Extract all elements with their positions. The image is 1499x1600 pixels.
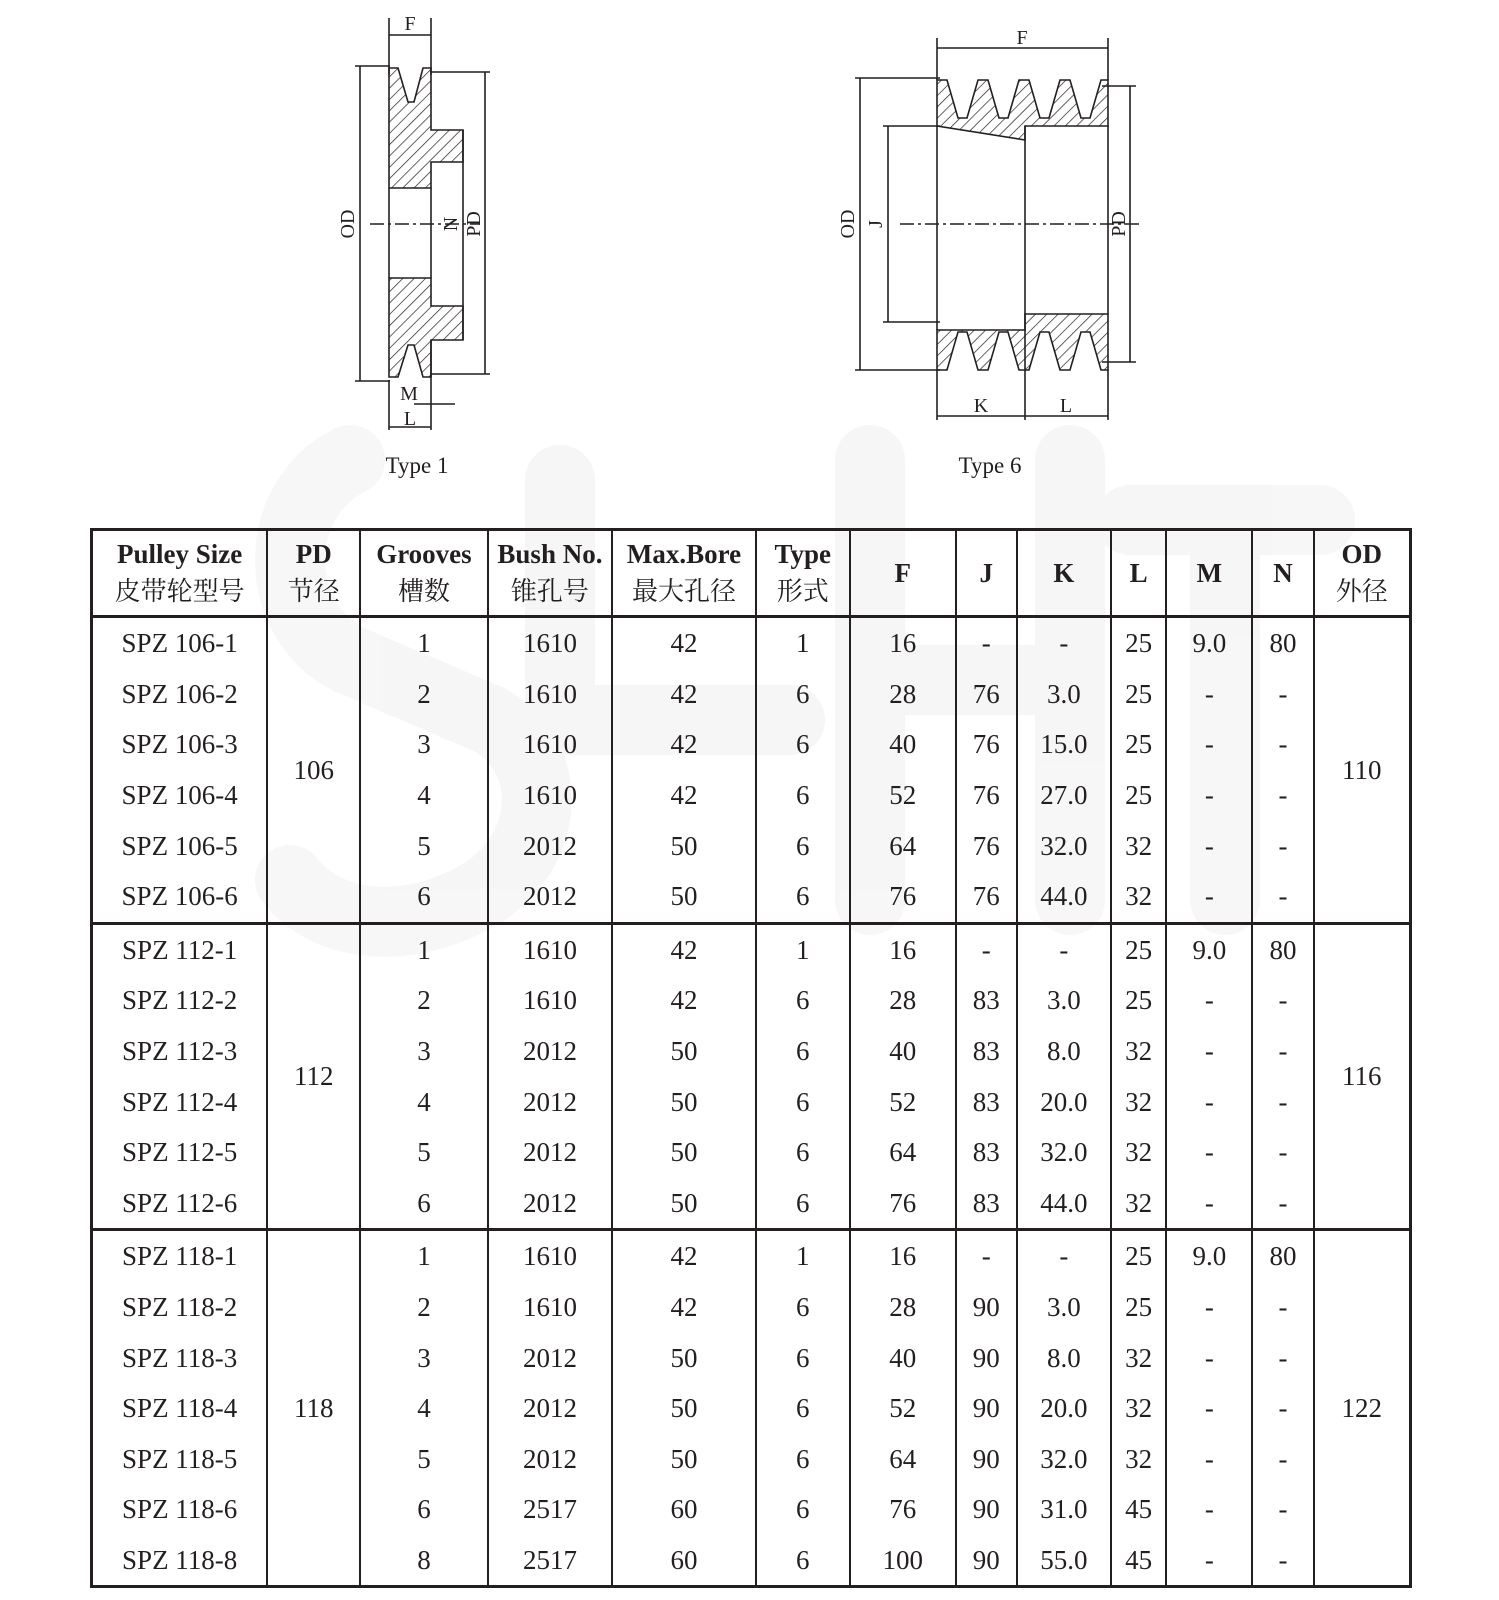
cell-max-bore: 50 — [612, 1434, 755, 1485]
cell-l: 25 — [1111, 719, 1166, 770]
cell-max-bore: 42 — [612, 669, 755, 720]
cell-bush-no: 2012 — [488, 1434, 613, 1485]
cell-pd: 106 — [267, 617, 360, 924]
cell-max-bore: 42 — [612, 923, 755, 975]
cell-pulley-size: SPZ 118-4 — [92, 1383, 268, 1434]
cell-l: 32 — [1111, 1076, 1166, 1127]
cell-l: 32 — [1111, 1383, 1166, 1434]
cell-type: 6 — [756, 1535, 850, 1587]
cell-bush-no: 2012 — [488, 1026, 613, 1077]
cell-pulley-size: SPZ 118-3 — [92, 1332, 268, 1383]
cell-bush-no: 1610 — [488, 1230, 613, 1282]
cell-l: 25 — [1111, 1282, 1166, 1333]
type1-label-m: M — [400, 383, 418, 405]
cell-type: 6 — [756, 669, 850, 720]
cell-j: 90 — [956, 1282, 1017, 1333]
cell-j: 90 — [956, 1332, 1017, 1383]
cell-l: 45 — [1111, 1484, 1166, 1535]
cell-bush-no: 1610 — [488, 770, 613, 821]
cell-k: 8.0 — [1017, 1332, 1111, 1383]
cell-j: 83 — [956, 1076, 1017, 1127]
cell-grooves: 4 — [360, 770, 487, 821]
cell-m: 9.0 — [1166, 1230, 1252, 1282]
cell-j: 90 — [956, 1535, 1017, 1587]
table-row — [92, 1230, 1411, 1282]
cell-f: 28 — [850, 975, 956, 1026]
cell-pulley-size: SPZ 112-2 — [92, 975, 268, 1026]
cell-pulley-size: SPZ 106-6 — [92, 871, 268, 923]
cell-grooves: 6 — [360, 871, 487, 923]
cell-k: 32.0 — [1017, 820, 1111, 871]
cell-n: - — [1252, 1178, 1313, 1230]
cell-j: 76 — [956, 820, 1017, 871]
cell-grooves: 6 — [360, 1484, 487, 1535]
cell-bush-no: 2012 — [488, 871, 613, 923]
cell-n: - — [1252, 820, 1313, 871]
cell-grooves: 4 — [360, 1076, 487, 1127]
cell-max-bore: 50 — [612, 1178, 755, 1230]
header-l: L — [1111, 530, 1166, 617]
cell-m: - — [1166, 669, 1252, 720]
cell-l: 25 — [1111, 975, 1166, 1026]
cell-max-bore: 60 — [612, 1484, 755, 1535]
header-max-bore: Max.Bore 最大孔径 — [612, 530, 755, 617]
cell-grooves: 1 — [360, 1230, 487, 1282]
cell-type: 1 — [756, 1230, 850, 1282]
type6-label-od: OD — [837, 209, 859, 239]
header-grooves: Grooves 槽数 — [360, 530, 487, 617]
cell-n: - — [1252, 1484, 1313, 1535]
cell-type: 1 — [756, 923, 850, 975]
cell-l: 25 — [1111, 923, 1166, 975]
cell-n: - — [1252, 1535, 1313, 1587]
cell-f: 64 — [850, 1127, 956, 1178]
cell-type: 6 — [756, 1282, 850, 1333]
cell-k: - — [1017, 617, 1111, 669]
cell-m: - — [1166, 1026, 1252, 1077]
cell-max-bore: 42 — [612, 1230, 755, 1282]
cell-k: 32.0 — [1017, 1127, 1111, 1178]
cell-f: 76 — [850, 1484, 956, 1535]
cell-grooves: 6 — [360, 1178, 487, 1230]
type1-label-n: N — [440, 216, 462, 232]
cell-grooves: 4 — [360, 1383, 487, 1434]
table-row — [92, 617, 1411, 669]
cell-f: 100 — [850, 1535, 956, 1587]
cell-f: 52 — [850, 770, 956, 821]
cell-max-bore: 50 — [612, 1332, 755, 1383]
cell-l: 32 — [1111, 1332, 1166, 1383]
cell-grooves: 1 — [360, 923, 487, 975]
cell-j: 76 — [956, 770, 1017, 821]
cell-pd: 112 — [267, 923, 360, 1230]
cell-bush-no: 2012 — [488, 1383, 613, 1434]
cell-od: 110 — [1314, 617, 1411, 924]
table-header-row — [92, 530, 1411, 617]
cell-n: - — [1252, 719, 1313, 770]
cell-k: 27.0 — [1017, 770, 1111, 821]
cell-max-bore: 50 — [612, 871, 755, 923]
cell-f: 28 — [850, 1282, 956, 1333]
table-group — [92, 617, 1411, 924]
type1-label-f: F — [404, 13, 416, 35]
cell-m: - — [1166, 1535, 1252, 1587]
type1-label-l: L — [403, 408, 417, 430]
cell-max-bore: 60 — [612, 1535, 755, 1587]
cell-k: 31.0 — [1017, 1484, 1111, 1535]
type6-drawing — [837, 0, 1170, 440]
cell-l: 25 — [1111, 669, 1166, 720]
cell-k: 20.0 — [1017, 1076, 1111, 1127]
cell-f: 52 — [850, 1383, 956, 1434]
cell-j: 83 — [956, 1178, 1017, 1230]
cell-pulley-size: SPZ 118-8 — [92, 1535, 268, 1587]
cell-pulley-size: SPZ 106-3 — [92, 719, 268, 770]
cell-m: - — [1166, 719, 1252, 770]
cell-j: 83 — [956, 975, 1017, 1026]
cell-grooves: 2 — [360, 1282, 487, 1333]
cell-n: - — [1252, 669, 1313, 720]
cell-f: 16 — [850, 1230, 956, 1282]
cell-l: 25 — [1111, 617, 1166, 669]
type6-label-l: L — [1059, 395, 1073, 417]
type6-label-f: F — [1016, 27, 1028, 49]
header-k: K — [1017, 530, 1111, 617]
cell-type: 6 — [756, 1026, 850, 1077]
cell-type: 6 — [756, 1178, 850, 1230]
cell-pulley-size: SPZ 118-2 — [92, 1282, 268, 1333]
cell-bush-no: 2012 — [488, 1332, 613, 1383]
cell-grooves: 1 — [360, 617, 487, 669]
cell-k: 8.0 — [1017, 1026, 1111, 1077]
cell-bush-no: 2012 — [488, 1076, 613, 1127]
cell-k: 3.0 — [1017, 1282, 1111, 1333]
cell-max-bore: 42 — [612, 975, 755, 1026]
cell-pulley-size: SPZ 112-6 — [92, 1178, 268, 1230]
cell-od: 116 — [1314, 923, 1411, 1230]
cell-pd: 118 — [267, 1230, 360, 1587]
cell-l: 32 — [1111, 1026, 1166, 1077]
cell-pulley-size: SPZ 112-4 — [92, 1076, 268, 1127]
cell-type: 6 — [756, 770, 850, 821]
cell-type: 6 — [756, 1076, 850, 1127]
cell-m: - — [1166, 975, 1252, 1026]
cell-grooves: 5 — [360, 1434, 487, 1485]
type6-label-j: J — [865, 220, 887, 228]
cell-n: - — [1252, 1127, 1313, 1178]
cell-l: 32 — [1111, 871, 1166, 923]
cell-f: 40 — [850, 719, 956, 770]
cell-od: 122 — [1314, 1230, 1411, 1587]
cell-grooves: 3 — [360, 1026, 487, 1077]
cell-k: 55.0 — [1017, 1535, 1111, 1587]
cell-m: - — [1166, 1178, 1252, 1230]
cell-k: 20.0 — [1017, 1383, 1111, 1434]
cell-max-bore: 42 — [612, 1282, 755, 1333]
cell-bush-no: 1610 — [488, 617, 613, 669]
header-j: J — [956, 530, 1017, 617]
cell-max-bore: 50 — [612, 1026, 755, 1077]
cell-j: 83 — [956, 1026, 1017, 1077]
cell-m: - — [1166, 820, 1252, 871]
cell-f: 16 — [850, 923, 956, 975]
cell-pulley-size: SPZ 118-1 — [92, 1230, 268, 1282]
header-pulley-size: Pulley Size 皮带轮型号 — [92, 530, 268, 617]
cell-k: - — [1017, 1230, 1111, 1282]
cell-max-bore: 42 — [612, 770, 755, 821]
cell-bush-no: 2517 — [488, 1484, 613, 1535]
cell-f: 40 — [850, 1332, 956, 1383]
cell-l: 25 — [1111, 770, 1166, 821]
type6-label-k: K — [973, 395, 989, 417]
cell-n: - — [1252, 871, 1313, 923]
cell-pulley-size: SPZ 112-1 — [92, 923, 268, 975]
cell-type: 6 — [756, 1434, 850, 1485]
cell-type: 6 — [756, 719, 850, 770]
type1-caption: Type 1 — [385, 453, 449, 478]
cell-grooves: 2 — [360, 669, 487, 720]
cell-pulley-size: SPZ 112-3 — [92, 1026, 268, 1077]
cell-j: - — [956, 1230, 1017, 1282]
cell-n: - — [1252, 1332, 1313, 1383]
table-group — [92, 923, 1411, 1230]
cell-f: 64 — [850, 1434, 956, 1485]
cell-pulley-size: SPZ 106-4 — [92, 770, 268, 821]
cell-grooves: 8 — [360, 1535, 487, 1587]
cell-bush-no: 2012 — [488, 1178, 613, 1230]
cell-l: 32 — [1111, 1178, 1166, 1230]
cell-j: - — [956, 923, 1017, 975]
cell-m: - — [1166, 1434, 1252, 1485]
cell-bush-no: 1610 — [488, 923, 613, 975]
header-pd: PD 节径 — [267, 530, 360, 617]
cell-l: 32 — [1111, 1434, 1166, 1485]
cell-pulley-size: SPZ 118-5 — [92, 1434, 268, 1485]
cell-pulley-size: SPZ 106-5 — [92, 820, 268, 871]
cell-grooves: 2 — [360, 975, 487, 1026]
cell-l: 32 — [1111, 1127, 1166, 1178]
cell-n: 80 — [1252, 923, 1313, 975]
header-type: Type 形式 — [756, 530, 850, 617]
cell-m: 9.0 — [1166, 923, 1252, 975]
cell-j: - — [956, 617, 1017, 669]
cell-max-bore: 50 — [612, 1127, 755, 1178]
cell-n: - — [1252, 1026, 1313, 1077]
cell-n: - — [1252, 1076, 1313, 1127]
cell-k: - — [1017, 923, 1111, 975]
cell-j: 83 — [956, 1127, 1017, 1178]
cell-f: 76 — [850, 871, 956, 923]
cell-pulley-size: SPZ 106-2 — [92, 669, 268, 720]
cell-pulley-size: SPZ 106-1 — [92, 617, 268, 669]
cell-n: 80 — [1252, 617, 1313, 669]
cell-m: - — [1166, 871, 1252, 923]
cell-m: - — [1166, 1332, 1252, 1383]
cell-f: 52 — [850, 1076, 956, 1127]
cell-j: 76 — [956, 871, 1017, 923]
cell-grooves: 5 — [360, 1127, 487, 1178]
cell-j: 90 — [956, 1434, 1017, 1485]
table-row — [92, 923, 1411, 975]
cell-type: 6 — [756, 975, 850, 1026]
cell-pulley-size: SPZ 112-5 — [92, 1127, 268, 1178]
cell-type: 6 — [756, 1484, 850, 1535]
cell-j: 76 — [956, 719, 1017, 770]
cell-k: 3.0 — [1017, 669, 1111, 720]
cell-n: - — [1252, 1434, 1313, 1485]
cell-type: 6 — [756, 1127, 850, 1178]
type1-drawing — [330, 0, 510, 440]
type1-label-pd: PD — [463, 211, 485, 237]
cell-m: - — [1166, 1127, 1252, 1178]
type6-caption: Type 6 — [958, 453, 1022, 478]
cell-n: - — [1252, 770, 1313, 821]
header-n: N — [1252, 530, 1313, 617]
cell-type: 1 — [756, 617, 850, 669]
cell-n: - — [1252, 975, 1313, 1026]
cell-pulley-size: SPZ 118-6 — [92, 1484, 268, 1535]
cell-k: 44.0 — [1017, 871, 1111, 923]
cell-bush-no: 2517 — [488, 1535, 613, 1587]
cell-f: 28 — [850, 669, 956, 720]
cell-bush-no: 1610 — [488, 1282, 613, 1333]
cell-f: 40 — [850, 1026, 956, 1077]
cell-l: 32 — [1111, 820, 1166, 871]
type1-label-od: OD — [337, 209, 359, 239]
cell-k: 32.0 — [1017, 1434, 1111, 1485]
header-bush-no: Bush No. 锥孔号 — [488, 530, 613, 617]
cell-n: 80 — [1252, 1230, 1313, 1282]
cell-j: 76 — [956, 669, 1017, 720]
cell-grooves: 5 — [360, 820, 487, 871]
cell-k: 15.0 — [1017, 719, 1111, 770]
cell-l: 45 — [1111, 1535, 1166, 1587]
cell-type: 6 — [756, 871, 850, 923]
cell-f: 76 — [850, 1178, 956, 1230]
cell-f: 16 — [850, 617, 956, 669]
cell-bush-no: 1610 — [488, 719, 613, 770]
cell-m: - — [1166, 770, 1252, 821]
header-f: F — [850, 530, 956, 617]
cell-type: 6 — [756, 1383, 850, 1434]
cell-bush-no: 2012 — [488, 1127, 613, 1178]
cell-n: - — [1252, 1282, 1313, 1333]
cell-j: 90 — [956, 1484, 1017, 1535]
cell-l: 25 — [1111, 1230, 1166, 1282]
type6-label-pd: PD — [1108, 211, 1130, 237]
cell-max-bore: 42 — [612, 719, 755, 770]
cell-bush-no: 1610 — [488, 669, 613, 720]
cell-n: - — [1252, 1383, 1313, 1434]
cell-max-bore: 50 — [612, 820, 755, 871]
cell-m: - — [1166, 1383, 1252, 1434]
cell-grooves: 3 — [360, 1332, 487, 1383]
cell-max-bore: 50 — [612, 1383, 755, 1434]
cell-k: 3.0 — [1017, 975, 1111, 1026]
header-m: M — [1166, 530, 1252, 617]
cell-bush-no: 1610 — [488, 975, 613, 1026]
cell-m: - — [1166, 1076, 1252, 1127]
cell-bush-no: 2012 — [488, 820, 613, 871]
cell-f: 64 — [850, 820, 956, 871]
cell-m: - — [1166, 1484, 1252, 1535]
cell-j: 90 — [956, 1383, 1017, 1434]
cell-m: - — [1166, 1282, 1252, 1333]
cell-max-bore: 50 — [612, 1076, 755, 1127]
pulley-spec-table — [90, 528, 1412, 1588]
cell-k: 44.0 — [1017, 1178, 1111, 1230]
cell-type: 6 — [756, 1332, 850, 1383]
cell-grooves: 3 — [360, 719, 487, 770]
cell-max-bore: 42 — [612, 617, 755, 669]
header-od: OD 外径 — [1314, 530, 1411, 617]
table-group — [92, 1230, 1411, 1587]
cell-type: 6 — [756, 820, 850, 871]
cell-m: 9.0 — [1166, 617, 1252, 669]
